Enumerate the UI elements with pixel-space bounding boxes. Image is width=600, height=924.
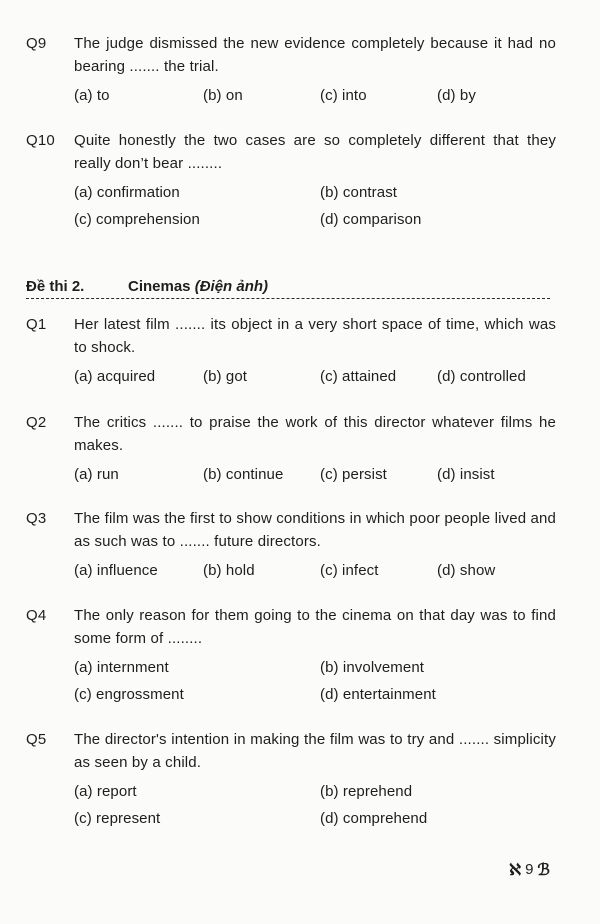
question-text: The critics ....... to praise the work of this director whatever films he makes. [74,414,556,454]
question-text: Her latest film ....... its object in a very short space of time, which was to shock. [74,316,556,356]
option-b: (b) contrast [320,184,398,201]
question-number: Q1 [26,316,47,333]
answer-options [74,182,556,231]
question-number: Q9 [26,35,47,52]
option-a: (a) confirmation [74,184,180,201]
option-c: (c) persist [320,466,387,483]
question-text: The only reason for them going to the cinema on that day was to find some form of ........ [74,607,556,647]
question-number: Q2 [26,414,47,431]
option-d: (d) comprehend [320,810,428,827]
option-c: (c) infect [320,562,379,579]
question-q10 [26,129,556,231]
option-b: (b) hold [203,562,255,579]
question-q3 [26,507,556,582]
option-c: (c) comprehension [74,211,200,228]
ornament-right-icon: ℬ [537,860,550,879]
option-b: (b) involvement [320,659,425,676]
question-text: The judge dismissed the new evidence completely because it had no bearing ....... the trial. [74,35,556,75]
section-label: Đề thi 2. [26,278,85,295]
question-q5 [26,728,556,830]
option-a: (a) to [74,87,110,104]
option-d: (d) show [437,562,496,579]
question-number: Q4 [26,607,47,624]
question-q1 [26,313,556,388]
option-d: (d) entertainment [320,686,436,703]
option-d: (d) insist [437,466,495,483]
section-title-text: Cinemas [128,278,191,295]
question-text: The film was the first to show conditions in which poor people lived and as such was to ....... future directors. [74,510,556,550]
option-b: (b) on [203,87,243,104]
question-number: Q5 [26,731,47,748]
answer-options [74,464,556,486]
answer-options [74,85,556,107]
option-a: (a) acquired [74,368,156,385]
section-title [128,276,268,298]
option-a: (a) report [74,783,137,800]
option-d: (d) controlled [437,368,526,385]
option-b: (b) got [203,368,248,385]
option-b: (b) continue [203,466,284,483]
page-number-footer [509,860,550,880]
dashed-rule [26,298,550,299]
question-number: Q3 [26,510,47,527]
answer-options [74,657,556,706]
option-a: (a) run [74,466,119,483]
ornament-left-icon: ℵ [509,860,522,879]
option-b: (b) reprehend [320,783,413,800]
option-d: (d) comparison [320,211,422,228]
question-q4 [26,604,556,706]
section-heading [26,276,550,300]
option-c: (c) represent [74,810,161,827]
option-c: (c) attained [320,368,397,385]
section-subtitle: (Điện ảnh) [194,278,269,295]
question-text: Quite honestly the two cases are so completely different that they really don’t bear ........ [74,132,556,172]
answer-options [74,560,556,582]
option-a: (a) internment [74,659,169,676]
option-c: (c) into [320,87,367,104]
question-q2 [26,411,556,486]
answer-options [74,781,556,830]
option-a: (a) influence [74,562,158,579]
question-text: The director's intention in making the film was to try and ....... simplicity as seen by a child. [74,731,556,771]
question-number: Q10 [26,132,55,149]
question-q9 [26,32,556,107]
option-d: (d) by [437,87,476,104]
option-c: (c) engrossment [74,686,184,703]
page-number: 9 [525,861,534,878]
answer-options [74,366,556,388]
